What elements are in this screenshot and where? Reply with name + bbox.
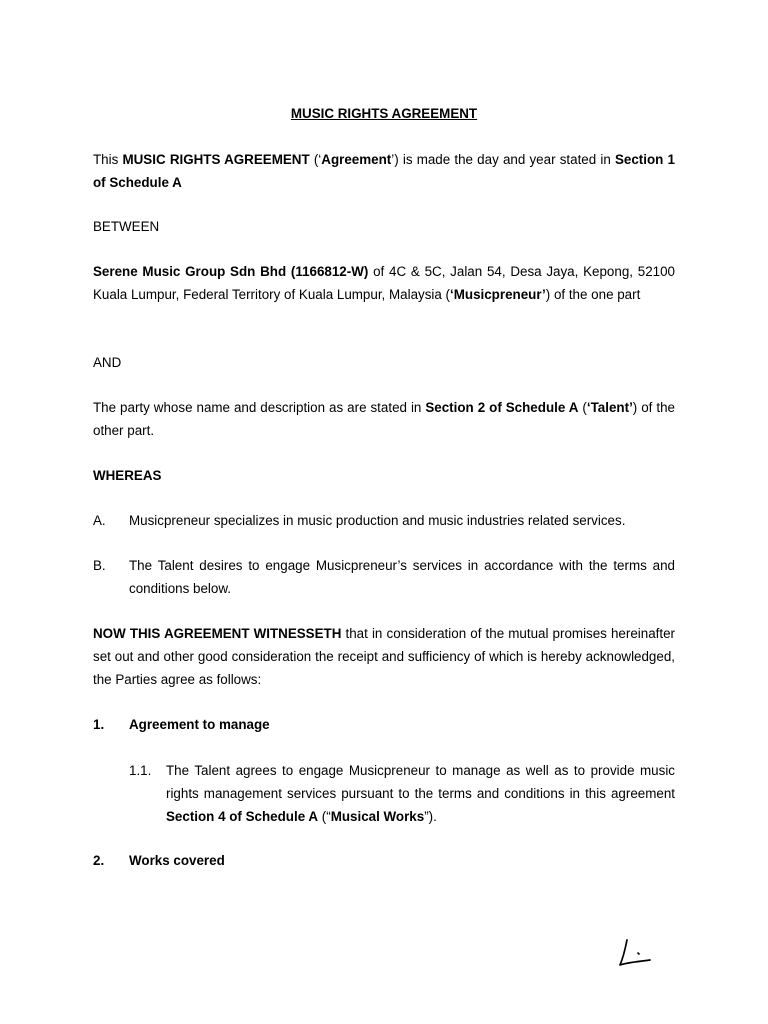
second-party-paragraph <box>93 396 675 442</box>
between-label: BETWEEN <box>93 219 160 234</box>
second-party-text-1: The party whose name and description as are stated in <box>93 400 426 415</box>
intro-text-1: This <box>93 152 123 167</box>
clause-defined-term: Musical Works <box>330 809 425 824</box>
witnesseth-text: that in consideration of the mutual promises hereinafter set out and other good consideration the receipt and sufficiency of which is hereby acknowledged, the Parties agree as follows: <box>93 626 676 687</box>
intro-bold-agreement-title: MUSIC RIGHTS AGREEMENT <box>122 152 310 167</box>
first-party-paragraph <box>93 260 675 306</box>
clause-text-1: The Talent agrees to engage Musicpreneur to manage as well as to provide music rights management services pursuant to the terms and conditions in this agreement <box>166 763 675 801</box>
section-title: Works covered <box>129 853 225 868</box>
recital-text: The Talent desires to engage Musicpreneur’s services in accordance with the terms and conditions below. <box>129 558 675 596</box>
intro-bold-schedule-ref: Section 1 of Schedule A <box>93 152 675 190</box>
first-party-address: of 4C & 5C, Jalan 54, Desa Jaya, Kepong, 52100 Kuala Lumpur, Federal Territory of Kuala Lumpur, Malaysia ( <box>93 264 675 302</box>
recital-b <box>93 554 675 600</box>
first-party-name: Serene Music Group Sdn Bhd (1166812-W) <box>93 264 369 279</box>
section-1-heading <box>93 713 675 736</box>
and-label: AND <box>93 355 122 370</box>
initials-signature <box>612 936 662 970</box>
clause-1-1 <box>93 759 675 828</box>
intro-bold-agreement: Agreement <box>321 152 392 167</box>
second-party-schedule-ref: Section 2 of Schedule A <box>425 400 579 415</box>
section-2-heading <box>93 849 675 872</box>
recital-a <box>93 509 675 532</box>
section-title: Agreement to manage <box>129 717 270 732</box>
document-title: MUSIC RIGHTS AGREEMENT <box>290 106 478 121</box>
intro-paragraph <box>93 148 675 194</box>
recital-label: B. <box>93 558 106 573</box>
clause-text-2: (“ <box>318 809 331 824</box>
first-party-defined-term: ‘Musicpreneur’ <box>450 287 546 302</box>
intro-text-2: (‘ <box>309 152 322 167</box>
witnesseth-paragraph <box>93 622 675 691</box>
clause-schedule-ref: Section 4 of Schedule A <box>166 809 319 824</box>
intro-text-3: ’) is made the day and year stated in <box>391 152 615 167</box>
section-number: 2. <box>93 853 105 868</box>
clause-text-3: ”). <box>424 809 437 824</box>
recital-label: A. <box>93 513 106 528</box>
recital-text: Musicpreneur specializes in music production and music industries related services. <box>129 513 626 528</box>
second-party-text-3: ) of the other part. <box>93 400 676 438</box>
second-party-text-2: ( <box>578 400 587 415</box>
section-number: 1. <box>93 717 105 732</box>
witnesseth-bold: NOW THIS AGREEMENT WITNESSETH <box>93 626 342 641</box>
second-party-defined-term: ‘Talent’ <box>586 400 633 415</box>
first-party-tail: ) of the one part <box>545 287 641 302</box>
clause-number: 1.1. <box>129 763 152 778</box>
whereas-heading: WHEREAS <box>93 468 162 483</box>
clause-text <box>166 759 675 828</box>
